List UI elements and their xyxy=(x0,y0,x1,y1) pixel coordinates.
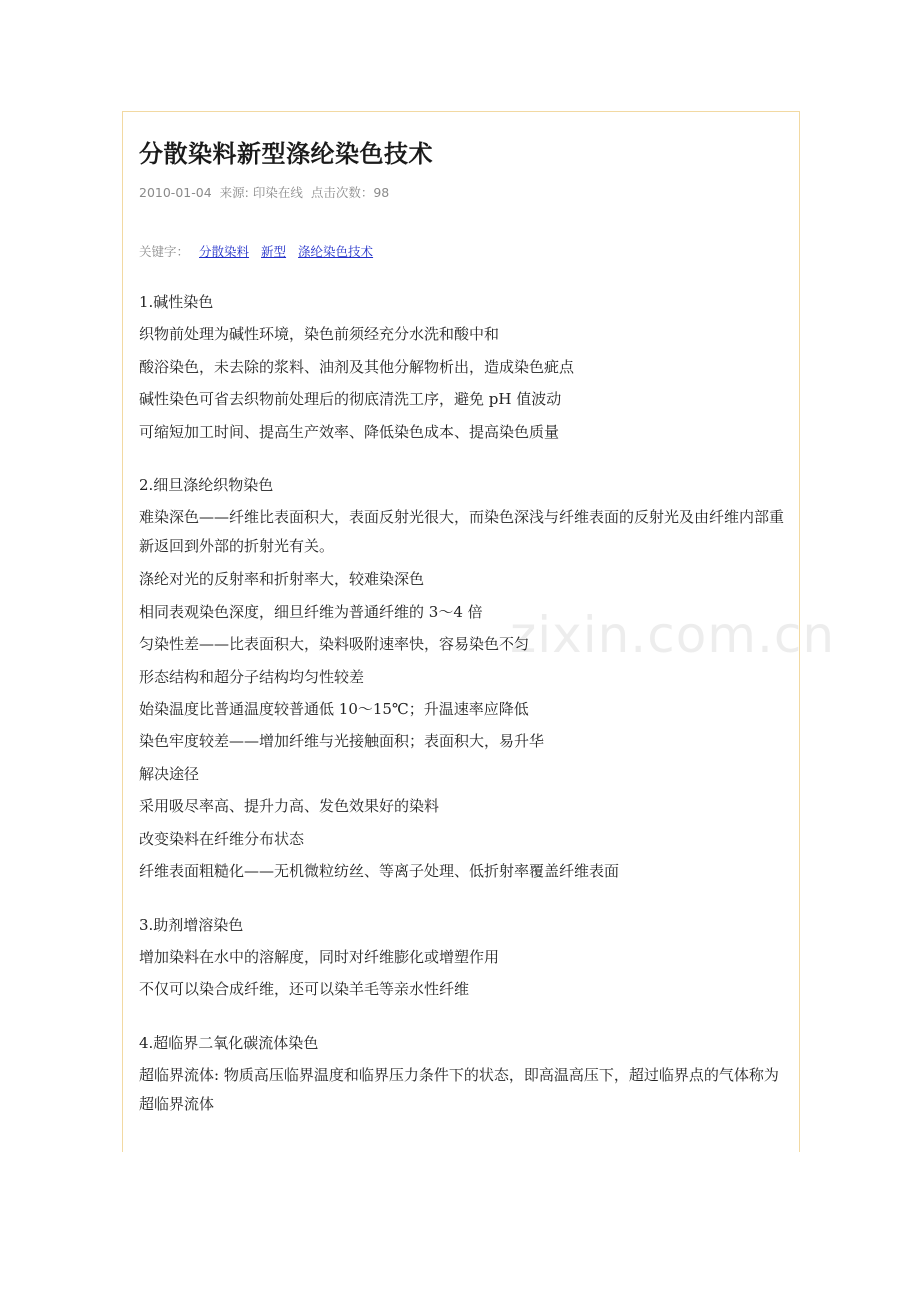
article-meta xyxy=(139,183,393,201)
section-heading: 4.超临界二氧化碳流体染色 xyxy=(139,1033,319,1052)
section-heading: 3.助剂增溶染色 xyxy=(139,915,244,934)
paragraph: 形态结构和超分子结构均匀性较差 xyxy=(139,667,365,686)
article-date: 2010-01-04 xyxy=(139,185,212,200)
paragraph: 难染深色——纤维比表面积大，表面反射光很大，而染色深浅与纤维表面的反射光及由纤维内部重新返回到外部的折射光有关。 xyxy=(139,508,785,556)
article-hits: 点击次数：98 xyxy=(310,185,390,200)
paragraph: 织物前处理为碱性环境，染色前须经充分水洗和酸中和 xyxy=(139,325,500,344)
paragraph: 解决途径 xyxy=(139,764,200,783)
paragraph: 相同表观染色深度，细旦纤维为普通纤维的 3～4 倍 xyxy=(139,602,483,621)
section-heading: 1.碱性染色 xyxy=(139,293,214,311)
paragraph: 始染温度比普通温度较普通低 10～15℃；升温速率应降低 xyxy=(139,700,529,719)
article-source: 来源: 印染在线 xyxy=(219,185,303,200)
section-heading: 2.细旦涤纶织物染色 xyxy=(139,476,274,495)
keywords-label: 关键字： xyxy=(139,244,190,259)
paragraph: 增加染料在水中的溶解度，同时对纤维膨化或增塑作用 xyxy=(139,947,500,966)
paragraph: 碱性染色可省去织物前处理后的彻底清洗工序，避免 pH 值波动 xyxy=(139,390,562,409)
paragraph: 酸浴染色，未去除的浆料、油剂及其他分解物析出，造成染色疵点 xyxy=(139,357,575,376)
article-body xyxy=(139,286,789,1121)
paragraph: 不仅可以染合成纤维，还可以染羊毛等亲水性纤维 xyxy=(139,980,470,999)
paragraph: 改变染料在纤维分布状态 xyxy=(139,829,305,848)
paragraph: 匀染性差——比表面积大，染料吸附速率快，容易染色不匀 xyxy=(139,635,530,654)
paragraph: 超临界流体: 物质高压临界温度和临界压力条件下的状态，即高温高压下，超过临界点的气体称为超临界流体 xyxy=(139,1066,779,1114)
paragraph: 纤维表面粗糙化——无机微粒纺丝、等离子处理、低折射率覆盖纤维表面 xyxy=(139,862,620,881)
keyword-link[interactable]: 新型 xyxy=(261,244,287,259)
keyword-link[interactable]: 涤纶染色技术 xyxy=(298,244,374,259)
keywords-row xyxy=(139,242,373,260)
paragraph: 涤纶对光的反射率和折射率大，较难染深色 xyxy=(139,570,425,589)
keyword-link[interactable]: 分散染料 xyxy=(199,244,250,259)
article-title: 分散染料新型涤纶染色技术 xyxy=(139,140,433,168)
paragraph: 染色牢度较差——增加纤维与光接触面积；表面积大，易升华 xyxy=(139,732,545,751)
paragraph: 可缩短加工时间、提高生产效率、降低染色成本、提高染色质量 xyxy=(139,422,560,441)
paragraph: 采用吸尽率高、提升力高、发色效果好的染料 xyxy=(139,797,440,816)
